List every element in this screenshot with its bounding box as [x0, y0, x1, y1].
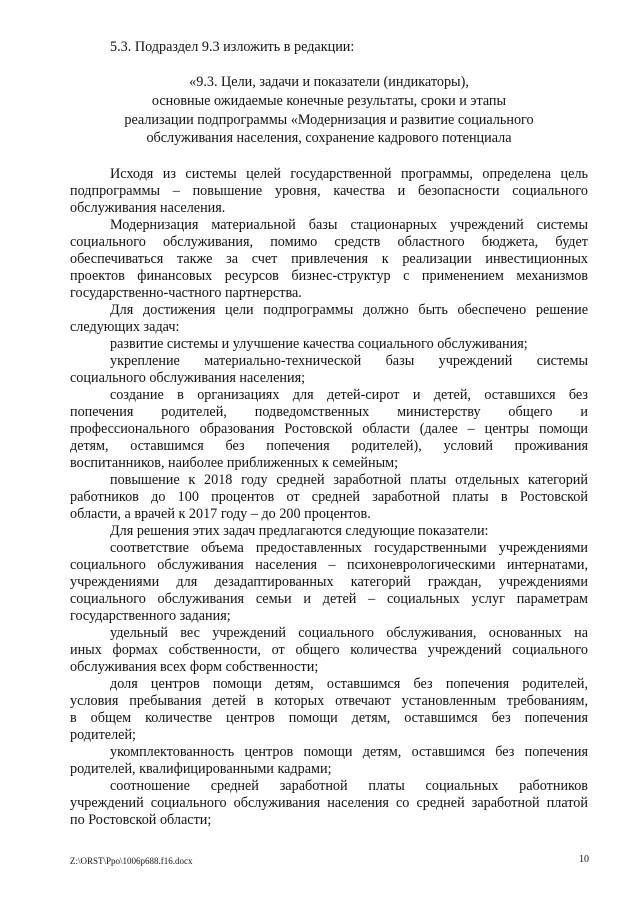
paragraph-line: укрепление материально-технической базы учреждений системы	[110, 353, 588, 369]
paragraph-line: обслуживания населения.	[70, 200, 226, 216]
subprogram-title-line: «9.3. Цели, задачи и показатели (индикаторы),	[189, 74, 469, 90]
paragraph-line: удельный вес учреждений социального обслуживания, основанных на	[110, 625, 588, 641]
paragraph-line: Модернизация материальной базы стационарных учреждений системы	[110, 217, 588, 233]
paragraph-line: обеспечиваться также за счет привлечения к реализации инвестиционных	[70, 251, 588, 267]
paragraph-line: государственно-частного партнерства.	[70, 285, 302, 301]
paragraph-line: соответствие объема предоставленных государственными учреждениями	[110, 540, 588, 556]
paragraph-line: Для решения этих задач предлагаются следующие показатели:	[110, 523, 489, 539]
paragraph-line: Исходя из системы целей государственной программы, определена цель	[110, 166, 588, 182]
paragraph-line: социального обслуживания, помимо средств областного бюджета, будет	[70, 234, 588, 250]
subprogram-title-line: реализации подпрограммы «Модернизация и развитие социального	[124, 112, 534, 128]
paragraph-line: учреждений социального обслуживания населения со средней заработной платой	[70, 795, 588, 811]
subprogram-title-line: основные ожидаемые конечные результаты, сроки и этапы	[151, 93, 507, 109]
paragraph-line: социального обслуживания семьи и детей – социальных услуг параметрам	[70, 591, 588, 607]
paragraph-line: учреждениями для дезадаптированных категорий граждан, учреждениями	[70, 574, 588, 590]
paragraph-line: доля центров помощи детям, оставшимся без попечения родителей,	[110, 676, 588, 692]
paragraph-line: проектов финансовых ресурсов бизнес-структур с применением механизмов	[70, 268, 588, 284]
paragraph-line: по Ростовской области;	[70, 812, 212, 828]
paragraph-line: социального обслуживания населения;	[70, 370, 306, 386]
paragraph-line: в общем количестве центров помощи детям, оставшимся без попечения	[70, 710, 588, 726]
paragraph-line: обслуживания всех форм собственности;	[70, 659, 319, 675]
paragraph-line: воспитанников, наиболее приближенных к семейным;	[70, 455, 399, 471]
paragraph-line: иных формах собственности, от общего количества учреждений социального	[70, 642, 588, 658]
subprogram-title-line: обслуживания населения, сохранение кадрового потенциала	[146, 130, 512, 146]
paragraph-line: развитие системы и улучшение качества социального обслуживания;	[110, 336, 528, 352]
page-number: 10	[579, 854, 589, 865]
paragraph-line: создание в организациях для детей-сирот и детей, оставшихся без	[110, 387, 588, 403]
paragraph-line: повышение к 2018 году средней заработной платы отдельных категорий	[110, 472, 588, 488]
paragraph-line: условия пребывания детей в которых отвечают установленным требованиям,	[70, 693, 588, 709]
paragraph-line: профессионального образования Ростовской области (далее – центры помощи	[70, 421, 588, 437]
paragraph-line: детям, оставшимся без попечения родителей), условий проживания	[70, 438, 588, 454]
paragraph-line: родителей;	[70, 727, 136, 743]
paragraph-line: соотношение средней заработной платы социальных работников	[110, 778, 588, 794]
paragraph-line: работников до 100 процентов от средней заработной платы в Ростовской	[70, 489, 588, 505]
paragraph-line: социального обслуживания населения – психоневрологическими интернатами,	[70, 557, 588, 573]
paragraph-line: родителей, квалифицированными кадрами;	[70, 761, 332, 777]
paragraph-line: области, а врачей к 2017 году – до 200 процентов.	[70, 506, 371, 522]
paragraph-line: подпрограммы – повышение уровня, качества и безопасности социального	[70, 183, 588, 199]
footer-file-path: Z:\ORST\Ppo\1006p688.f16.docx	[70, 856, 193, 866]
paragraph-line: следующих задач:	[70, 319, 180, 335]
paragraph-line: попечения родителей, подведомственных министерству общего и	[70, 404, 588, 420]
paragraph-line: государственного задания;	[70, 608, 231, 624]
paragraph-line: Для достижения цели подпрограммы должно быть обеспечено решение	[110, 302, 588, 318]
section-heading: 5.3. Подраздел 9.3 изложить в редакции:	[110, 39, 355, 55]
paragraph-line: укомплектованность центров помощи детям, оставшимся без попечения	[110, 744, 588, 760]
